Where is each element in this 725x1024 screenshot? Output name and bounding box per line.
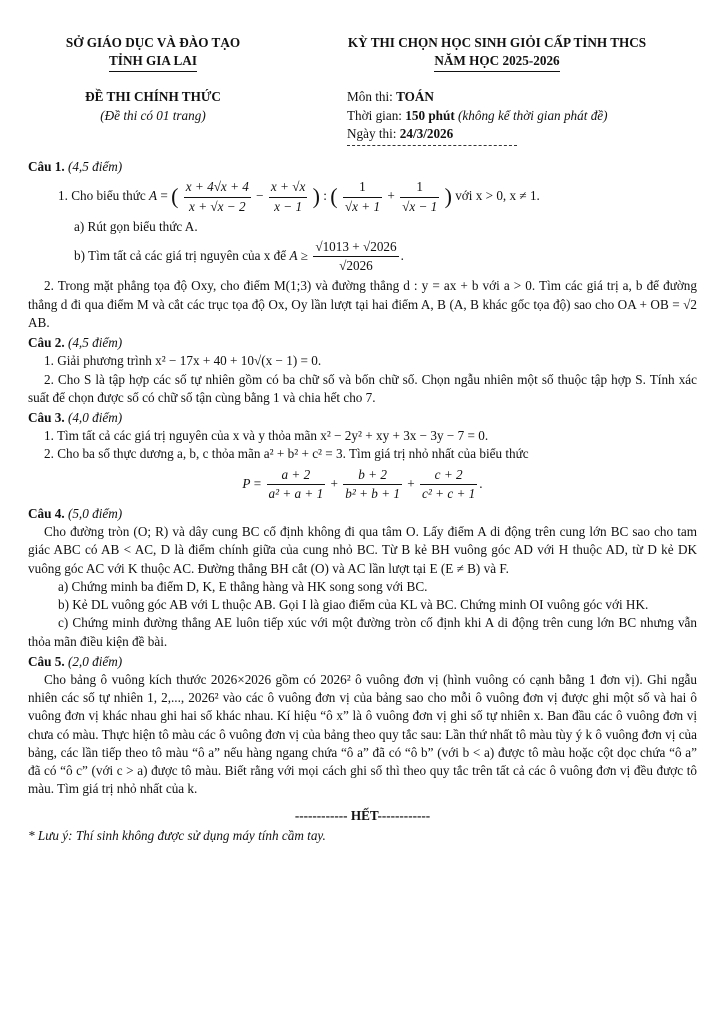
exam-title-block [297, 34, 697, 72]
date-line: Ngày thi: 24/3/2026 [347, 125, 454, 141]
question-1-title: Câu 1. (4,5 điểm) [28, 159, 123, 175]
school-year: NĂM HỌC 2025-2026 [434, 52, 559, 72]
q4-part-c: c) Chứng minh đường thẳng AE luôn tiếp xúc với một đường tròn cố định khi A di động trên cung lớn BC nhưng vẫn thỏa mãn điều kiện đề bài. [28, 615, 697, 649]
q3-part1: 1. Tìm tất cả các giá trị nguyên của x và y thỏa mãn x² − 2y² + xy + 3x − 3y − 7 = 0. [44, 428, 489, 444]
question-2-title: Câu 2. (4,5 điểm) [28, 335, 123, 351]
q1-part-a: a) Rút gọn biểu thức A. [74, 218, 198, 234]
exam-title: KỲ THI CHỌN HỌC SINH GIỎI CẤP TỈNH THCS [347, 35, 647, 50]
province-name: TỈNH GIA LAI [109, 52, 197, 72]
q1-part1: 1. Cho biểu thức A = ( $\frac{x + 4√x + 4}{x + √x - 2}$ − $\frac{x + √x}{x - 1}$ ) : ( $\frac{1}{√x + 1}$ + $\frac{1}{√x - 1}$ ) với x > 0, x ≠ 1. [58, 179, 540, 214]
department-name: SỞ GIÁO DỤC VÀ ĐÀO TẠO [65, 35, 241, 50]
q5-body: Cho bảng ô vuông kích thước 2026×2026 gồm có 2026² ô vuông đơn vị (hình vuông có cạnh bằng 1 đơn vị). Ghi ngẫu nhiên các số tự nhiên 1, 2,..., 2026² vào các ô vuông đơn vị của bảng sao cho mỗi ô vuông đơn vị được ghi một số và hai ô vuông đơn vị khác nhau ghi hai số khác nhau. Kí hiệu “ô x” là ô vuông đơn vị ghi số tự nhiên x. Ban đầu các ô vuông đơn vị chưa có màu. Thực hiện tô màu các ô vuông đơn vị của bảng theo quy tắc sau: Lần thứ nhất tô màu tùy ý k ô vuông đơn vị của bảng, các lần tiếp theo tô màu “ô a” nếu hàng ngang chứa “ô a” đã có “ô b” (với b < a) được tô màu hoặc cột dọc chứa “ô a” đã có “ô c” (với c > a) được tô màu. Biết rằng với mọi cách ghi số thì theo quy tắc trên tất cả các ô vuông đơn vị đều được tô màu. Tìm giá trị nhỏ nhất của k. [28, 672, 697, 797]
pages-note: (Đề thi có 01 trang) [100, 107, 206, 123]
question-4-title: Câu 4. (5,0 điểm) [28, 506, 123, 522]
q2-part2: 2. Cho S là tập hợp các số tự nhiên gồm có ba chữ số và bốn chữ số. Chọn ngẫu nhiên một số thuộc tập hợp S. Tính xác suất để chọn được số có chữ số tận cùng bằng 1 và chia hết cho 7. [28, 371, 697, 405]
q1-part2: 2. Trong mặt phẳng tọa độ Oxy, cho điểm M(1;3) và đường thẳng d : y = ax + b với a > 0. Tìm các giá trị a, b để đường thẳng d đi qua điểm M và cắt các trục tọa độ Ox, Oy lần lượt tại hai điểm A, B (A, B khác gốc tọa độ) sao cho OA + OB = √2 AB. [28, 278, 697, 330]
question-3-title: Câu 3. (4,0 điểm) [28, 409, 123, 425]
q4-intro: Cho đường tròn (O; R) và dây cung BC cố định không đi qua tâm O. Lấy điểm A di động trên cung lớn BC sao cho tam giác ABC có AB < AC, D là điểm chính giữa của cung nhỏ BC. Từ B kẻ BH vuông góc AD với H thuộc AD, từ D kẻ DK vuông góc AC với K thuộc AC. Đường thẳng BH cắt (O) và AC lần lượt tại E (E ≠ B) và F. [28, 524, 697, 576]
official-label: ĐỀ THI CHÍNH THỨC [85, 89, 221, 105]
end-marker: ------------ HẾT------------ [294, 807, 431, 823]
exam-meta [347, 88, 677, 156]
exam-info [28, 88, 697, 156]
exam-header [28, 34, 697, 72]
q4-part-b: b) Kẻ DL vuông góc AB với L thuộc AB. Gọi I là giao điểm của KL và BC. Chứng minh OI vuông góc với HK. [58, 597, 649, 613]
footer-note: * Lưu ý: Thí sinh không được sử dụng máy tính cầm tay. [28, 827, 326, 843]
question-5-title: Câu 5. (2,0 điểm) [28, 653, 123, 669]
header-divider [347, 145, 517, 146]
department-block [28, 34, 278, 72]
q2-part1: 1. Giải phương trình x² − 17x + 40 + 10√(x − 1) = 0. [44, 353, 322, 369]
subject-line: Môn thi: TOÁN [347, 89, 434, 105]
q1-part-b: b) Tìm tất cả các giá trị nguyên của x để A ≥ $\frac{√1013 + √2026}{√2026}$ . [74, 238, 404, 274]
q3-part2: 2. Cho ba số thực dương a, b, c thỏa mãn a² + b² + c² = 3. Tìm giá trị nhỏ nhất của biểu thức [44, 446, 529, 462]
time-line: Thời gian: 150 phút (không kể thời gian phát đề) [347, 107, 608, 123]
q3-expression-p: P = $\frac{a + 2}{\text{a² + a + 1}}$ + $\frac{b + 2}{\text{b² + b + 1}}$ + $\frac{c + 2}{\text{c² + c + 1}}$ . [242, 466, 483, 501]
q4-part-a: a) Chứng minh ba điểm D, K, E thẳng hàng và HK song song với BC. [58, 578, 428, 594]
